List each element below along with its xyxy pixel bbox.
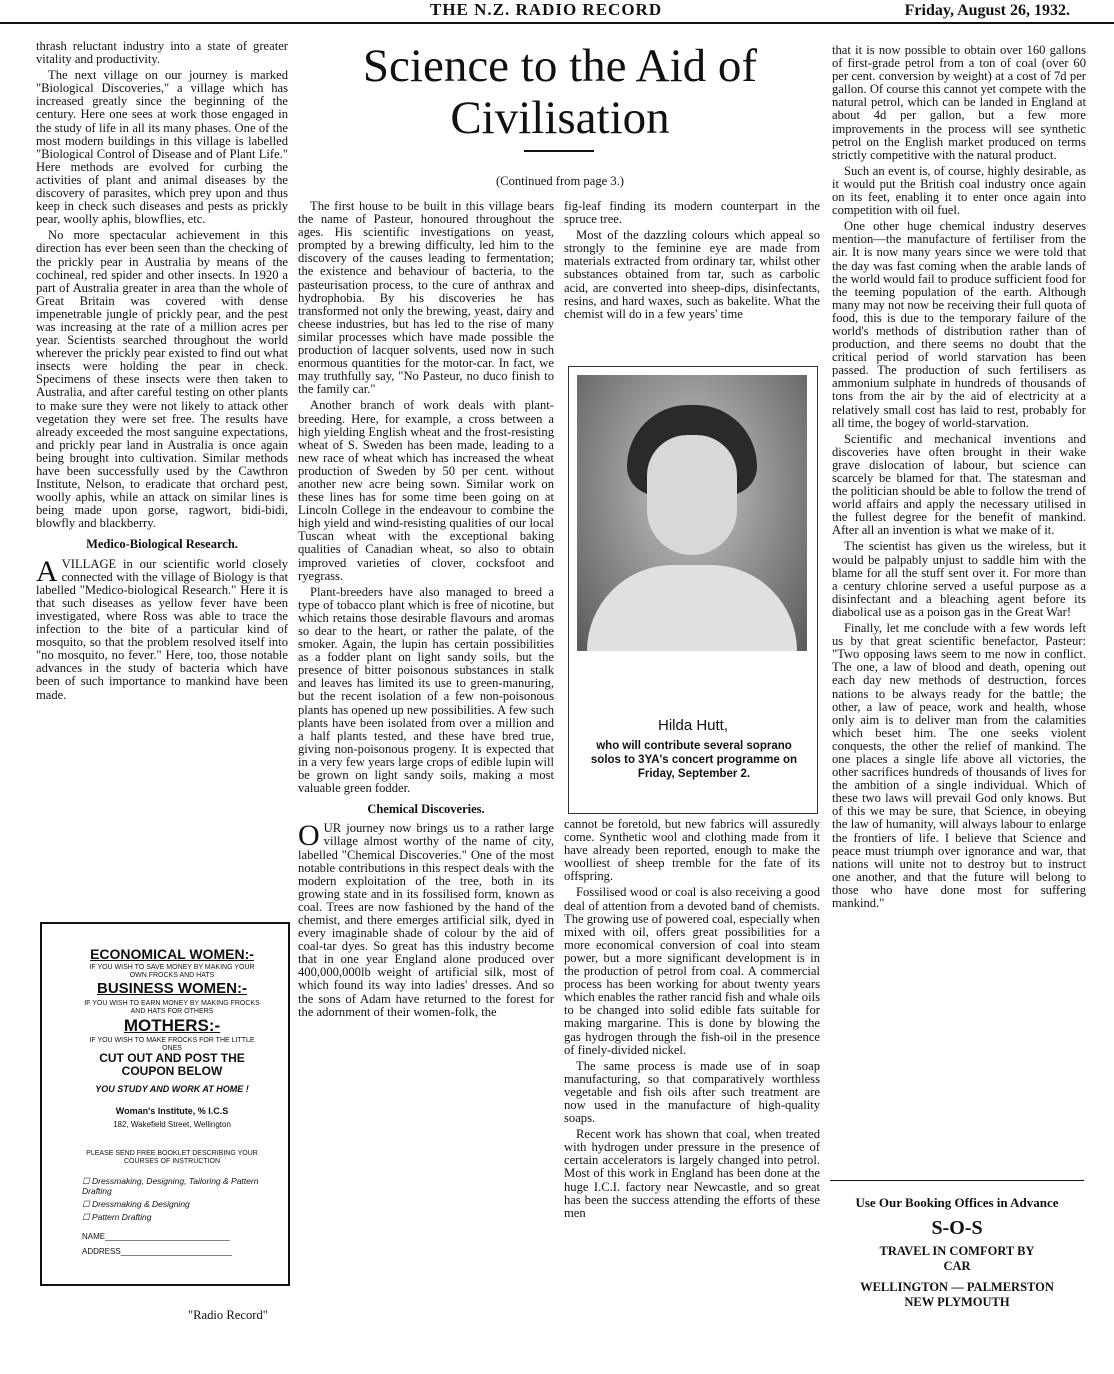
masthead <box>0 0 1114 24</box>
paragraph: Scientific and mechanical inventions and discoveries have often brought in their wake grave dislocation of labour, but science can scarcely be blamed for that. The statesman and the politician should be able to follow the trend of world affairs and apply the necessary utilised in the fullest degree for the benefit of mankind. After all an invention is what we make of it. <box>832 431 1086 538</box>
ad-heading: BUSINESS WOMEN:- <box>97 980 247 997</box>
coupon-advert <box>40 922 290 1286</box>
ad-checkbox-option[interactable]: ☐ Pattern Drafting <box>82 1212 152 1222</box>
headline-rule <box>524 150 594 152</box>
portrait-photo <box>568 366 818 814</box>
section-heading: Chemical Discoveries. <box>367 802 485 817</box>
paragraph: One other huge chemical industry deserves mention—the manufacture of fertiliser from the air. It is now many years since we were told that the day was fast coming when the arable lands of the world would fail to produce sufficient food for the teeming population of the earth. Although many may not now be receiving their full quota of food, this is due to the temporary failure of the world's methods of distribution rather than of production, and there seems no doubt that the critical period of world starvation has been passed. The production of such fertilisers as ammonium sulphate in hundreds of thousands of tons from the air by the aid of electricity at a relatively small cost has laid to rest, probably for all time, the bogey of world-starvation. <box>832 219 1086 430</box>
paragraph: Most of the dazzling colours which appeal so strongly to the feminine eye are made from materials extracted from ordinary tar, whilst other substances obtained from tar, such as carbolic acid, are converted into sheep-dips, disinfectants, resins, and hard waxes, such as bakelite. What the chemist will do in a few years' time <box>564 228 820 321</box>
paragraph: The scientist has given us the wireless, but it would be palpably unjust to saddle him with the blame for all the stuff sent over it. For more than a century chlorine served a useful purpose as a disinfectant and a bleaching agent before its diabolical use as a poison gas in the Great War! <box>832 539 1086 619</box>
booking-line: CAR <box>943 1259 971 1273</box>
masthead-title: THE N.Z. RADIO RECORD <box>430 0 663 19</box>
paragraph: that it is now possible to obtain over 160 gallons of first-grade petrol from a ton of coal (over 60 per cent. conversion by weight) at a cost of 7d per gallon. Of course this cannot yet compete with the natural petrol, which can be landed in England at about 4d per gallon, but a few more improvements in the process will see synthetic petrol on the English market produced on terms strictly competitive with the natural product. <box>832 43 1086 162</box>
paragraph: cannot be foretold, but new fabrics will assuredly come. Synthetic wool and clothing made from it have already been reported, enough to make the woolliest of sheep tremble for the fate of its offspring. <box>564 817 820 884</box>
paragraph: Finally, let me conclude with a few words left us by that great scientific benefactor, Pasteur: "Two opposing laws seem to me now in conflict. The one, a law of blood and death, opening out each day new methods of destruction, forces nations to be always ready for the battle; the other, a law of peace, work and health, whose only aim is to deliver man from the calamities which beset him. The one seeks violent conquests, the other the relief of mankind. The one places a single life above all victories, the other sacrifices hundreds of thousands of lives for the ambition of a single individual. Which of these two laws will prevail God only knows. But of this we may be sure, that Science, in obeying the law of humanity, will always labour to enlarge the frontiers of life. I believe that Science and peace must triumph over ignorance and war, that nations will unite not to destroy but to instruct one another, and that the future will belong to those who have done most for suffering mankind." <box>832 621 1086 910</box>
column-4 <box>832 44 1086 913</box>
masthead-date: Friday, August 26, 1932. <box>904 2 1070 19</box>
photo-caption-text: who will contribute several soprano solos to 3YA's concert programme on Friday, September 2. <box>590 740 798 780</box>
ad-text: IF YOU WISH TO MAKE FROCKS FOR THE LITTLE ONES <box>89 1037 255 1052</box>
column-3-top <box>564 200 820 324</box>
ad-heading: MOTHERS:- <box>123 1016 221 1035</box>
paragraph: AVILLAGE in our scientific world closely connected with the village of Biology is that labelled "Medico-biological Research." Here it is that such diseases as yellow fever have been investigated, where Ross was able to trace the infection to the bite of a particular kind of mosquito, so that the problem resolved itself into "no mosquito, no fever." Here, too, those notable advances in the study of bacteria which have been of such importance to mankind have been made. <box>36 554 288 702</box>
ad-checkbox-option[interactable]: ☐ Dressmaking, Designing, Tailoring & Pattern Drafting <box>82 1176 259 1196</box>
portrait-image <box>577 375 807 651</box>
ad-checkbox-option[interactable]: ☐ Dressmaking & Designing <box>82 1199 190 1209</box>
paragraph: thrash reluctant industry into a state of greater vitality and productivity. <box>36 39 288 67</box>
paragraph: Plant-breeders have also managed to breed a type of tobacco plant which is free of nicotine, but which retains those desirable flavours and aromas so dear to the heart, or rather the palate, of the smoker. Again, the lupin has certain possibilities as a fodder plant on light sandy soils, but the presence of bitter poisonous substances in stalk and leaves has limited its use to green-manuring, but the recent isolation of a few non-poisonous plants has opened up new possibilities. A few such plants have been isolated from over a million and a half plants tested, and these have bred true, giving non-poisonous progeny. It is expected that in a very few years large crops of edible lupin will be grown on light sandy soils, making a most valuable green fodder. <box>298 584 554 796</box>
paragraph: The next village on our journey is marked "Biological Discoveries," a village which has increased greatly since the beginning of the century. Here one sees at work those engaged in the study of life in all its many phases. One of the most modern buildings in this village is labelled "Biological Control of Disease and of Plant Life." Here methods are evolved for curbing the activities of plant and animal diseases by the discovery of parasites, which prey upon and thus keep in check such diseases and pests as prickly pear, woolly aphis, blowflies, etc. <box>36 68 288 227</box>
paragraph: The same process is made use of in soap manufacturing, so that comparatively worthless vegetable and fish oils after such treatment are now used in the manufacture of high-quality soaps. <box>564 1058 820 1126</box>
column-2 <box>298 200 554 1022</box>
booking-line: NEW PLYMOUTH <box>904 1295 1010 1309</box>
ad-credit: "Radio Record" <box>188 1308 268 1322</box>
paragraph: Fossilised wood or coal is also receiving a good deal of attention from a devoted band of chemists. The growing use of powered coal, especially when mixed with oil, offers great possibilities for a more economical conversion of coal into steam power, but a more significant development is in the production of petrol from coal. A commercial process has been working for about twenty years which enables the rather rancid fish and whale oils to be changed into solid edible fats suitable for making margarine. This is done by blowing the gas hydrogen through the fish-oil in the presence of finely-divided nickel. <box>564 885 820 1057</box>
drop-cap: A <box>36 554 58 588</box>
booking-line: WELLINGTON — PALMERSTON <box>860 1280 1054 1294</box>
column-3-bottom <box>564 818 820 1223</box>
booking-advert <box>830 1180 1084 1310</box>
headline: Science to the Aid of Civilisation <box>362 40 758 144</box>
ad-heading: ECONOMICAL WOMEN:- <box>90 946 254 962</box>
ad-text: PLEASE SEND FREE BOOKLET DESCRIBING YOUR COURSES OF INSTRUCTION <box>86 1150 258 1165</box>
ad-text: IF YOU WISH TO SAVE MONEY BY MAKING YOUR OWN FROCKS AND HATS <box>89 964 255 979</box>
booking-line: TRAVEL IN COMFORT BY <box>879 1244 1035 1258</box>
ad-heading: CUT OUT AND POST THE COUPON BELOW <box>99 1051 245 1078</box>
section-heading: Medico-Biological Research. <box>86 537 238 552</box>
column-1 <box>36 40 288 705</box>
paragraph: Recent work has shown that coal, when treated with hydrogen under pressure in the presence of certain accelerators is largely changed into petrol. Most of this work in England has been done at the huge I.C.I. factory near Newcastle, and so great has been the success attending the efforts of these men <box>564 1127 820 1220</box>
paragraph: Such an event is, of course, highly desirable, as it would put the British coal industry once again on its feet, enabling it to enter once again into competition with oil fuel. <box>832 163 1086 218</box>
paragraph: No more spectacular achievement in this direction has ever been seen than the checking of the prickly pear in Australia by means of the cochineal, red spider and other insects. In 1920 a part of Australia greater in area than the whole of Great Britain was covered with dense impenetrable jungle of prickly pear, and the pest was increasing at the rate of a million acres per year. Scientists searched throughout the world wherever the prickly pear existed to find out what insects were holding the pear in check. Specimens of these insects were then taken to Australia, and after careful testing on other plants to make sure they were not likely to attack other vegetation they were set free. The results have already exceeded the most sanguine expectations, and prickly pear land in Australia is once again being brought into cultivation. Similar methods have been successfully used by the Cawthron Institute, Nelson, to eradicate that orchard pest, woolly aphis, while an attack on similar lines is being made upon gorse, ragwort, bidi-bidi, blowfly and blackberry. <box>36 228 288 531</box>
booking-title: S-O-S <box>931 1217 983 1239</box>
continued-note: (Continued from page 3.) <box>495 174 624 188</box>
drop-cap: O <box>298 819 320 853</box>
ad-address: Woman's Institute, % I.C.S <box>115 1106 229 1116</box>
paragraph: Another branch of work deals with plant-breeding. Here, for example, a cross between a high yielding English wheat and the frost-resisting wheat of S. Sweden has been made, leading to a new race of wheat which has increased the wheat production of Sweden by 50 per cent. without another new acre being sown. Similar work on these lines has for some time been going on at Lincoln College in the endeavour to combine the high yield and wind-resisting qualities of our local Tuscan wheat with the exceptional baking qualities of Canadian wheat, so also to obtain improved varieties of clover, cocksfoot and ryegrass. <box>298 398 554 583</box>
ad-text: IF YOU WISH TO EARN MONEY BY MAKING FROCKS AND HATS FOR OTHERS <box>84 1000 260 1015</box>
ad-address: 182, Wakefield Street, Wellington <box>113 1120 231 1129</box>
ad-address-field[interactable]: ADDRESS_________________________ <box>82 1247 232 1256</box>
photo-caption-name: Hilda Hutt, <box>657 717 729 734</box>
paragraph: The first house to be built in this village bears the name of Pasteur, honoured throughout the ages. His scientific investigations on yeast, prompted by a brewing difficulty, led him to the discovery of the causes leading to fermentation; the existence and behaviour of bacteria, to the pasteurisation process, to the cure of anthrax and hydrophobia. By his discoveries he has transformed not only the brewing, yeast, dairy and cheese industries, but has led to the rise of many similar processes which have made possible the production of lacquer solvents, used now in such enormous quantities for the motor-car. In fact, we may truthfully say, "No Pasteur, no duco finish to the family car." <box>298 199 554 397</box>
booking-line: Use Our Booking Offices in Advance <box>855 1195 1059 1210</box>
paragraph: fig-leaf finding its modern counterpart in the spruce tree. <box>564 199 820 227</box>
ad-name-field[interactable]: NAME____________________________ <box>82 1232 230 1241</box>
paragraph: OUR journey now brings us to a rather large village almost worthy of the name of city, labelled "Chemical Discoveries." One of the most notable contributions in this respect deals with the modern exploitation of the tree, both in its growing state and in its fossilised form, known as coal. Trees are now fashioned by the hand of the chemist, and there emerges artificial silk, dyed in every imaginable shade of colour by the aid of coal-tar dyes. So great has this industry become that in one year England alone produced over 400,000,000lb weight of artificial silk, most of which found its way into ladies' dresses. And so the sons of Adam have returned to the forest for the adornment of their women-folk, the <box>298 819 554 1019</box>
ad-text: YOU STUDY AND WORK AT HOME ! <box>95 1084 249 1094</box>
